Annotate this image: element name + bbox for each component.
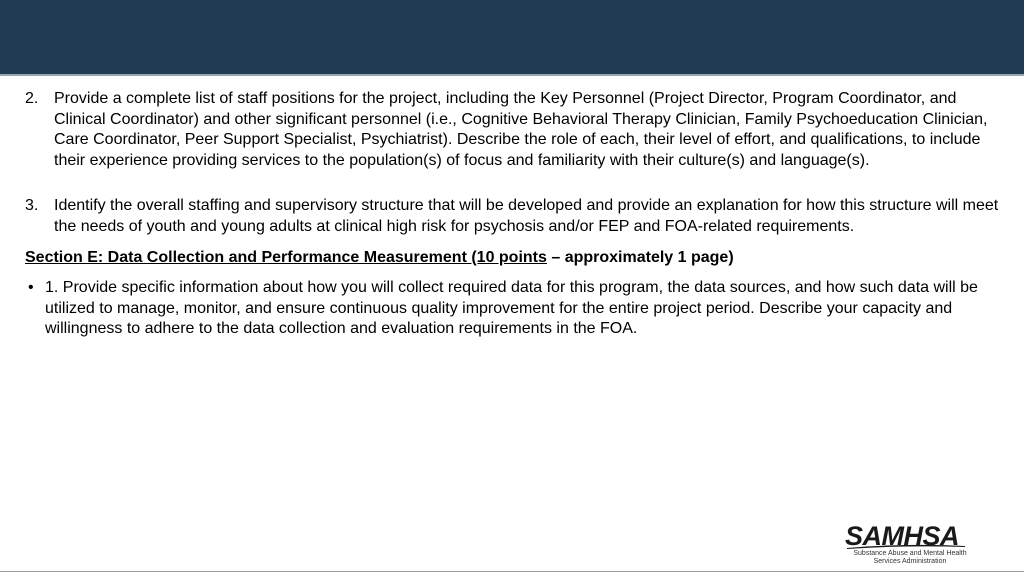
logo-subtitle-line1: Substance Abuse and Mental Health xyxy=(853,550,967,557)
header-band xyxy=(0,0,1024,76)
bullet-glyph: • xyxy=(28,279,34,297)
bullet-text: 1. Provide specific information about how you will collect required data for this program, the data sources, and how such data will be utilized to manage, monitor, and ensure continuous quality improvement for the entire project period. Describe your capacity and willingness to adhere to the data collection and evaluation requirements in the FOA. xyxy=(45,279,978,338)
logo-subtitle xyxy=(851,550,969,566)
section-heading-underlined: Section E: Data Collection and Performance Measurement (10 points xyxy=(25,248,547,266)
list-number: 3. xyxy=(25,197,39,215)
logo-swoosh-icon xyxy=(847,544,965,549)
slide-content xyxy=(25,89,1000,340)
logo-wordmark: SAMHSA xyxy=(845,521,960,551)
samhsa-logo xyxy=(845,522,975,568)
list-item-3 xyxy=(25,196,1000,237)
bullet-item xyxy=(25,278,1000,340)
footer-divider xyxy=(0,571,1024,572)
section-heading xyxy=(25,248,1000,269)
list-item-text: Provide a complete list of staff positions for the project, including the Key Personnel (Project Director, Program Coordinator, and Clinical Coordinator) and other significant personnel (i.e., Cognitive Behavioral Therapy Clinician, Family Psychoeducation Clinician, Care Coordinator, Peer Support Specialist, Psychiatrist). Describe the role of each, their level of effort, and qualifications, to include their experience providing services to the population(s) of focus and familiarity with their culture(s) and language(s). xyxy=(54,90,988,169)
list-number: 2. xyxy=(25,90,39,107)
list-item-2 xyxy=(25,89,1000,171)
logo-subtitle-line2: Services Administration xyxy=(873,558,947,565)
section-heading-rest: – approximately 1 page) xyxy=(546,248,734,266)
list-item-text: Identify the overall staffing and supervisory structure that will be developed and provide an explanation for how this structure will meet the needs of youth and young adults at clinical high risk for psychosis and/or FEP and FOA-related requirements. xyxy=(54,197,999,235)
